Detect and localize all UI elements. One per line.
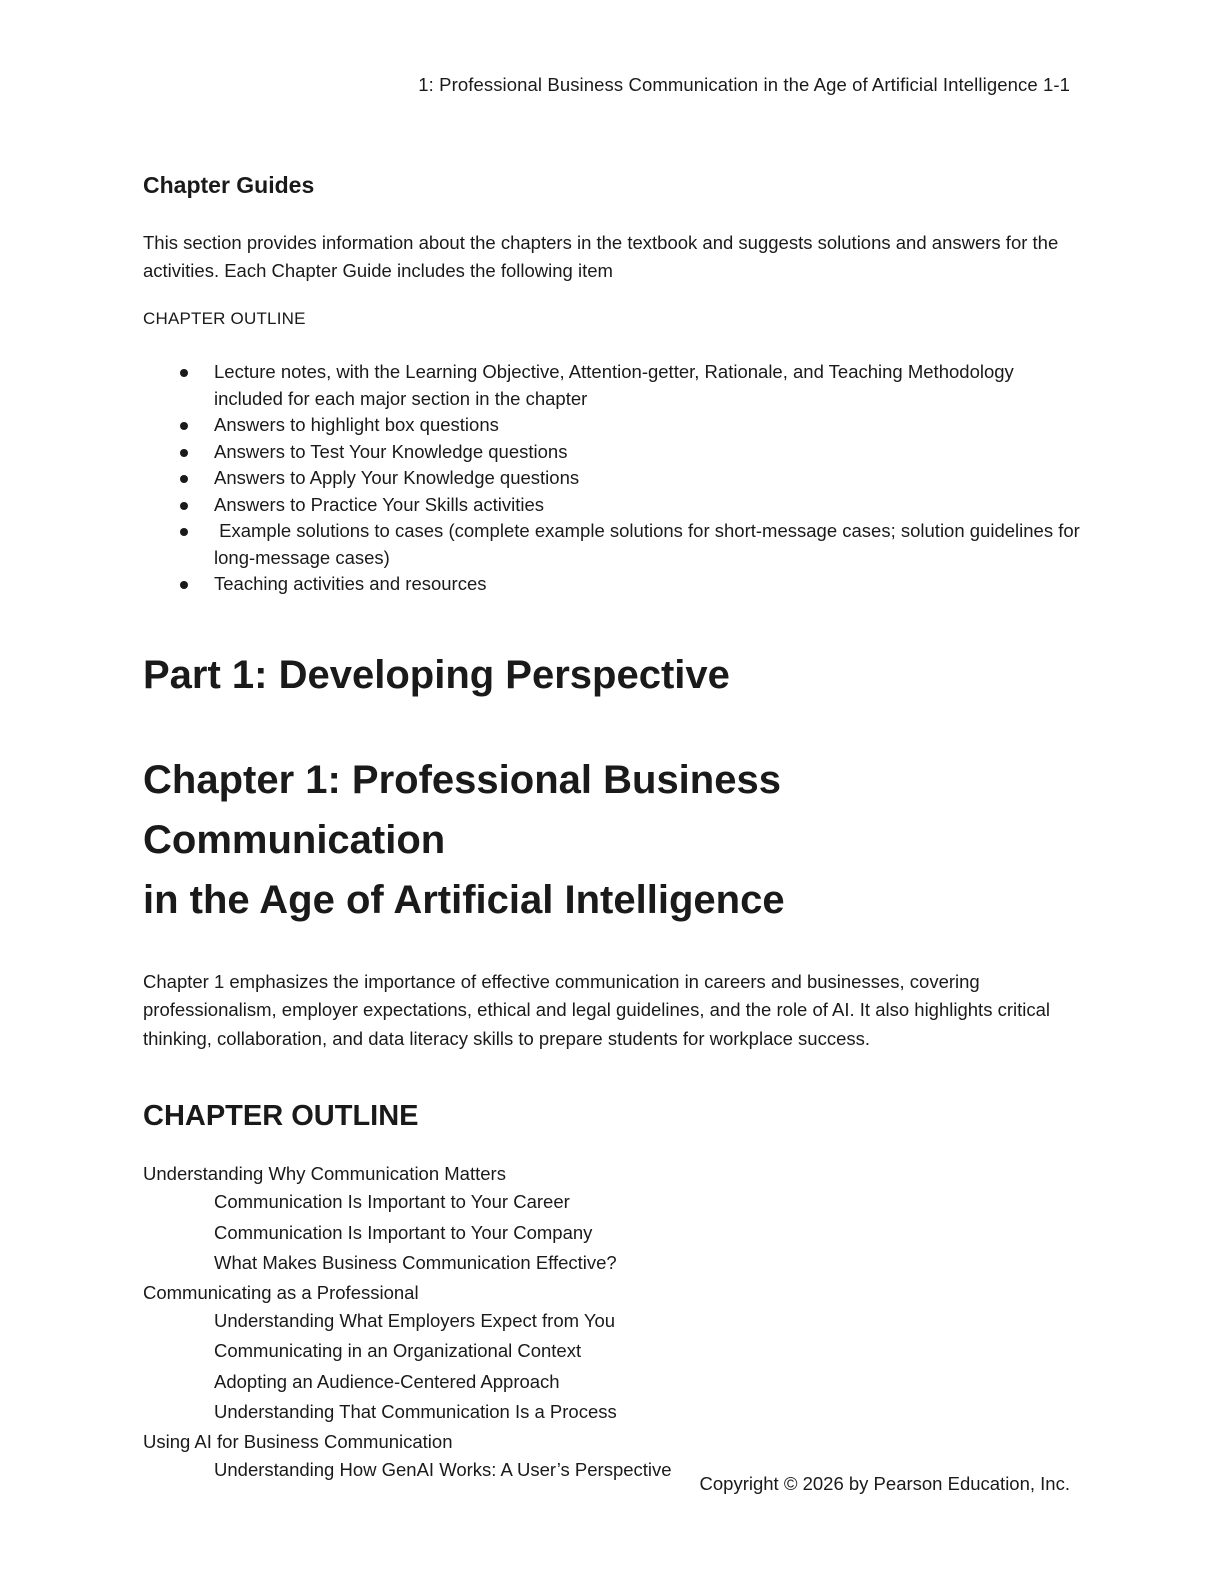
list-item — [143, 359, 1083, 412]
copyright-footer: Copyright © 2026 by Pearson Education, Inc. — [699, 1473, 1070, 1494]
list-item — [143, 571, 1083, 598]
guide-items-list — [143, 359, 1083, 598]
list-item-text: Answers to Practice Your Skills activities — [214, 493, 545, 515]
list-item-text: Example solutions to cases (complete example solutions for short-message cases; solution guidelines for long-message cases) — [214, 520, 1085, 568]
outline-heading: CHAPTER OUTLINE — [143, 1100, 419, 1132]
bullet-icon — [180, 422, 188, 430]
chapter-title-line-1: Chapter 1: Professional Business Communication — [143, 757, 781, 862]
bullet-icon — [180, 502, 188, 510]
outline-subsection: Communication Is Important to Your Company — [214, 1221, 593, 1243]
chapter-title — [143, 750, 1083, 930]
running-header: 1: Professional Business Communication in the Age of Artificial Intelligence 1-1 — [418, 74, 1070, 95]
outline-subsection: Understanding What Employers Expect from You — [214, 1309, 616, 1331]
bullet-icon — [180, 369, 188, 377]
outline-section: Using AI for Business Communication — [143, 1430, 453, 1452]
outline-section: Communicating as a Professional — [143, 1281, 419, 1303]
part-title: Part 1: Developing Perspective — [143, 652, 730, 697]
chapter-title-line-2: in the Age of Artificial Intelligence — [143, 877, 785, 922]
page-content — [143, 172, 1083, 1485]
outline-subsection: Communicating in an Organizational Context — [214, 1340, 582, 1361]
list-item — [143, 492, 1083, 519]
outline-subsection: Adopting an Audience-Centered Approach — [214, 1370, 560, 1392]
bullet-icon — [180, 449, 188, 457]
bullet-icon — [180, 528, 188, 536]
outline-section: Understanding Why Communication Matters — [143, 1163, 506, 1184]
list-item-text: Teaching activities and resources — [214, 573, 487, 594]
outline-subsection: Communication Is Important to Your Career — [214, 1191, 570, 1212]
outline-subsection: Understanding How GenAI Works: A User’s Perspective — [214, 1458, 672, 1480]
bullet-icon — [180, 475, 188, 483]
list-item — [143, 412, 1083, 439]
list-item — [143, 518, 1083, 571]
list-item — [143, 465, 1083, 492]
chapter-outline-label: CHAPTER OUTLINE — [143, 309, 306, 328]
chapter-guides-intro: This section provides information about the chapters in the textbook and suggests solutions and answers for the activities. Each Chapter Guide includes the following item — [143, 232, 1059, 281]
chapter-summary: Chapter 1 emphasizes the importance of effective communication in careers and businesses, covering professionalism, employer expectations, ethical and legal guidelines, and the role of AI. It also highlights critical thinking, collaboration, and data literacy skills to prepare students for workplace success. — [143, 970, 1051, 1049]
list-item-text: Lecture notes, with the Learning Objective, Attention-getter, Rationale, and Teaching Methodology included for each major section in the chapter — [214, 361, 1014, 409]
list-item-text: Answers to Apply Your Knowledge questions — [214, 467, 580, 488]
chapter-outline-list — [143, 1160, 1083, 1485]
outline-subsection: Understanding That Communication Is a Process — [214, 1401, 617, 1422]
outline-subsection: What Makes Business Communication Effective? — [214, 1252, 617, 1273]
list-item-text: Answers to highlight box questions — [214, 414, 499, 435]
list-item-text: Answers to Test Your Knowledge questions — [214, 440, 568, 462]
chapter-guides-title: Chapter Guides — [143, 172, 315, 198]
list-item — [143, 439, 1083, 466]
bullet-icon — [180, 581, 188, 589]
